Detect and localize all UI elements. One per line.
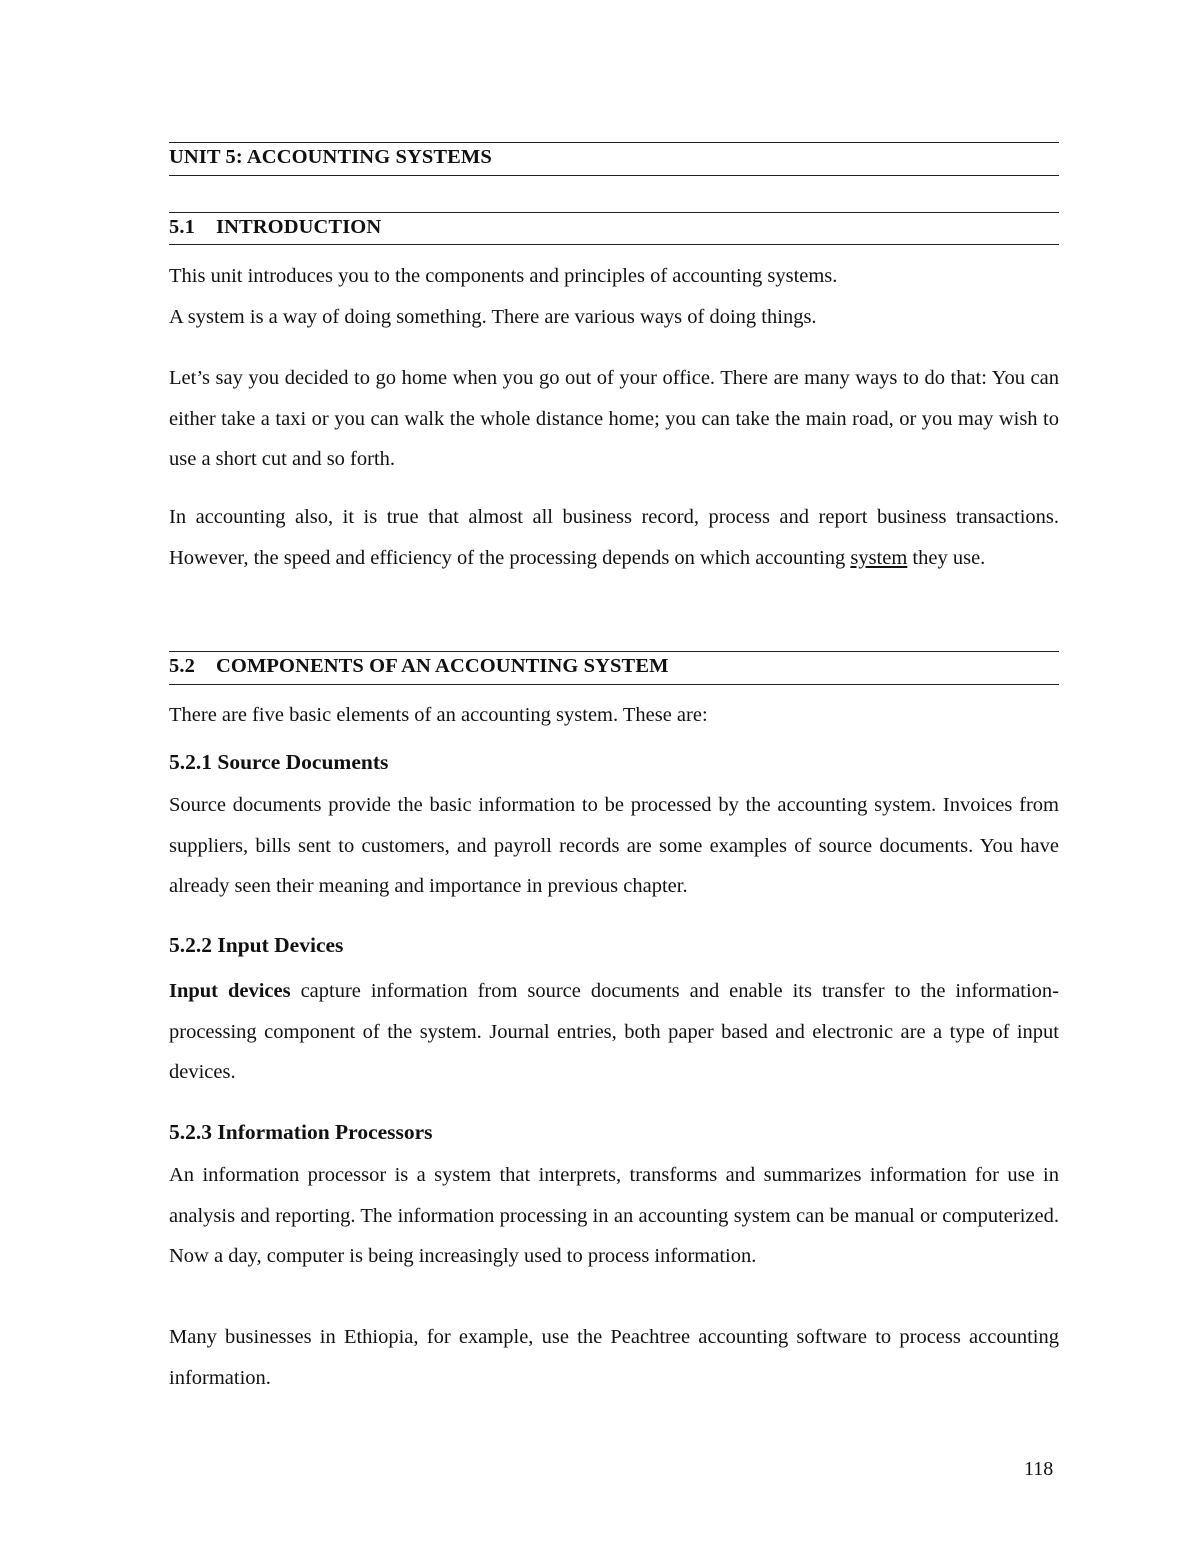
unit-title: UNIT 5: ACCOUNTING SYSTEMS xyxy=(169,146,492,168)
title-rule-bottom xyxy=(169,175,1059,176)
components-rule-top xyxy=(169,651,1059,652)
section-number: 5.1 xyxy=(169,216,195,238)
paragraph-text: In accounting also, it is true that almost all business record, process and report business transactions. However, the speed and efficiency of the processing depends on which accounting xyxy=(169,506,1059,569)
intro-paragraph-3 xyxy=(169,497,1059,578)
intro-rule-top xyxy=(169,212,1059,213)
section-heading-components xyxy=(169,655,669,678)
underlined-word: system xyxy=(850,546,908,569)
title-rule-top xyxy=(169,142,1059,143)
section-title: INTRODUCTION xyxy=(216,216,382,238)
subheading-input-devices: 5.2.2 Input Devices xyxy=(169,933,344,957)
subheading-information-processors: 5.2.3 Information Processors xyxy=(169,1120,433,1144)
bold-term: Input devices xyxy=(169,980,291,1002)
paragraph-text: capture information from source documents and enable its transfer to the information-processing component of the system. Journal entries, both paper based and electronic are a type of input devices. xyxy=(169,980,1060,1083)
intro-line-2: A system is a way of doing something. There are various ways of doing things. xyxy=(169,306,817,328)
section-number: 5.2 xyxy=(169,655,195,677)
components-rule-bottom xyxy=(169,684,1059,685)
information-processors-paragraph-2: Many businesses in Ethiopia, for example, use the Peachtree accounting software to process accounting information. xyxy=(169,1326,1059,1389)
components-lead: There are five basic elements of an accounting system. These are: xyxy=(169,704,708,726)
paragraph-text-end: they use. xyxy=(912,546,986,569)
information-processors-paragraph: An information processor is a system that interprets, transforms and summarizes information for use in analysis and reporting. The information processing in an accounting system can be manual or computerized. Now a day, computer is being increasingly used to process information. xyxy=(169,1164,1059,1267)
input-devices-paragraph xyxy=(169,971,1059,1093)
section-title: COMPONENTS OF AN ACCOUNTING SYSTEM xyxy=(216,655,669,677)
document-page xyxy=(169,0,1059,1553)
intro-paragraph-2: Let’s say you decided to go home when you go out of your office. There are many ways to do that: You can either take a taxi or you can walk the whole distance home; you can take the main road, or you may wish to use a short cut and so forth. xyxy=(169,367,1059,470)
page-number: 118 xyxy=(1024,1458,1054,1480)
source-documents-paragraph: Source documents provide the basic information to be processed by the accounting system. Invoices from suppliers, bills sent to customers, and payroll records are some examples of source documents. You have already seen their meaning and importance in previous chapter. xyxy=(169,794,1059,897)
subheading-source-documents: 5.2.1 Source Documents xyxy=(169,750,389,774)
section-heading-introduction xyxy=(169,216,381,239)
intro-rule-bottom xyxy=(169,244,1059,245)
intro-line-1: This unit introduces you to the components and principles of accounting systems. xyxy=(169,265,838,287)
